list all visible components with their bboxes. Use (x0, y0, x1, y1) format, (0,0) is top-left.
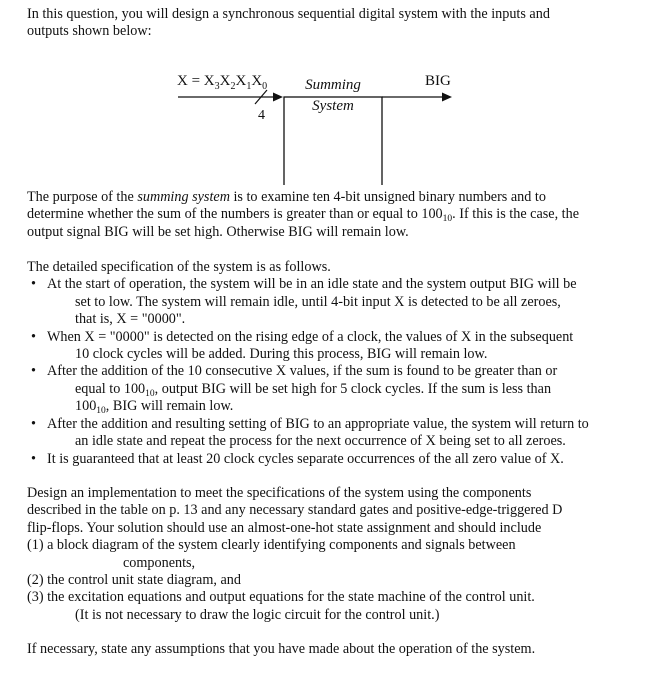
spec-text: $100_{10}$, BIG will remain low. (75, 398, 234, 417)
design-text: Design an implementation to meet the specifications of the system using the components (27, 484, 532, 501)
purpose-text: The purpose of the (27, 188, 138, 205)
block-diagram-figure (27, 55, 653, 185)
question-page (27, 6, 653, 659)
block-label-line-1: Summing (305, 76, 361, 93)
assumptions-paragraph: If necessary, state any assumptions that you have made about the operation of the system. (27, 641, 536, 658)
purpose-text: determine whether the sum of the numbers is greater than or equal to 100 (27, 206, 443, 223)
output-arrow-head (442, 92, 452, 101)
intro-line-2: outputs shown below: (27, 23, 152, 40)
spec-bullet-2 (27, 329, 653, 364)
spec-text: that is, X = "0000". (75, 311, 186, 328)
design-item-1 (27, 537, 653, 572)
design-item-3 (27, 589, 653, 624)
intro-line-1: In this question, you will design a synchronous sequential digital system with the inputs and (27, 6, 550, 22)
spec-text: After the addition and resulting setting of BIG to an appropriate value, the system will return to (47, 415, 589, 432)
design-text: described in the table on p. 13 and any necessary standard gates and positive-edge-triggered D (27, 502, 563, 519)
design-text: flip-flops. Your solution should use an almost-one-hot state assignment and should include (27, 519, 542, 536)
spec-bullet-4 (27, 416, 653, 451)
bullet-icon: • (31, 415, 36, 432)
design-item-2: (2) the control unit state diagram, and (27, 571, 241, 588)
spec-bullet-1 (27, 276, 653, 328)
input-arrow-head (273, 92, 283, 101)
spec-bullet-3 (27, 363, 653, 415)
spec-text: When X = "0000" is detected on the rising edge of a clock, the values of X in the subsequent (47, 328, 574, 345)
design-text: (It is not necessary to draw the logic circuit for the control unit.) (75, 606, 440, 623)
design-text: components, (123, 554, 196, 571)
subscript: 10 (442, 214, 453, 225)
spec-text: 10 clock cycles will be added. During this process, BIG will remain low. (75, 346, 488, 363)
spec-text: an idle state and repeat the process for the next occurrence of X being set to all zeroes. (75, 433, 566, 450)
purpose-paragraph (27, 189, 653, 241)
spec-text: At the start of operation, the system will be in an idle state and the system output BIG will be (47, 276, 577, 293)
block-diagram (27, 55, 653, 185)
spec-text: After the addition of the 10 consecutive X values, if the sum is found to be greater than or (47, 363, 558, 380)
design-text: (3) the excitation equations and output equations for the state machine of the control unit. (27, 589, 535, 606)
bus-width-label: 4 (258, 107, 265, 123)
design-text: (1) a block diagram of the system clearly identifying components and signals between (27, 537, 516, 554)
spec-text: equal to $100_{10}$, output BIG will be set high for 5 clock cycles. If the sum is less than (75, 380, 552, 399)
design-paragraph (27, 485, 653, 537)
purpose-text: is to examine ten 4-bit unsigned binary numbers and to (229, 188, 546, 205)
spec-title: The detailed specification of the system is as follows. (27, 259, 331, 276)
bullet-icon: • (31, 276, 36, 293)
bullet-icon: • (31, 328, 36, 345)
input-label: $X = X_3X_2X_1X_0$ (177, 72, 268, 92)
purpose-text: . If this is the case, the (452, 206, 580, 223)
spec-text: It is guaranteed that at least 20 clock cycles separate occurrences of the all zero value of X. (47, 450, 564, 467)
spec-bullet-5 (27, 451, 653, 468)
intro-paragraph (27, 6, 653, 41)
output-label: BIG (425, 72, 451, 89)
bullet-icon: • (31, 363, 36, 380)
spec-list (27, 276, 653, 467)
summing-system-term: summing system (137, 188, 230, 205)
spec-text: set to low. The system will remain idle, until 4-bit input X is detected to be all zeroes, (75, 293, 561, 310)
purpose-text: output signal BIG will be set high. Otherwise BIG will remain low. (27, 223, 409, 240)
bullet-icon: • (31, 450, 36, 467)
block-label-line-2: System (312, 97, 354, 114)
